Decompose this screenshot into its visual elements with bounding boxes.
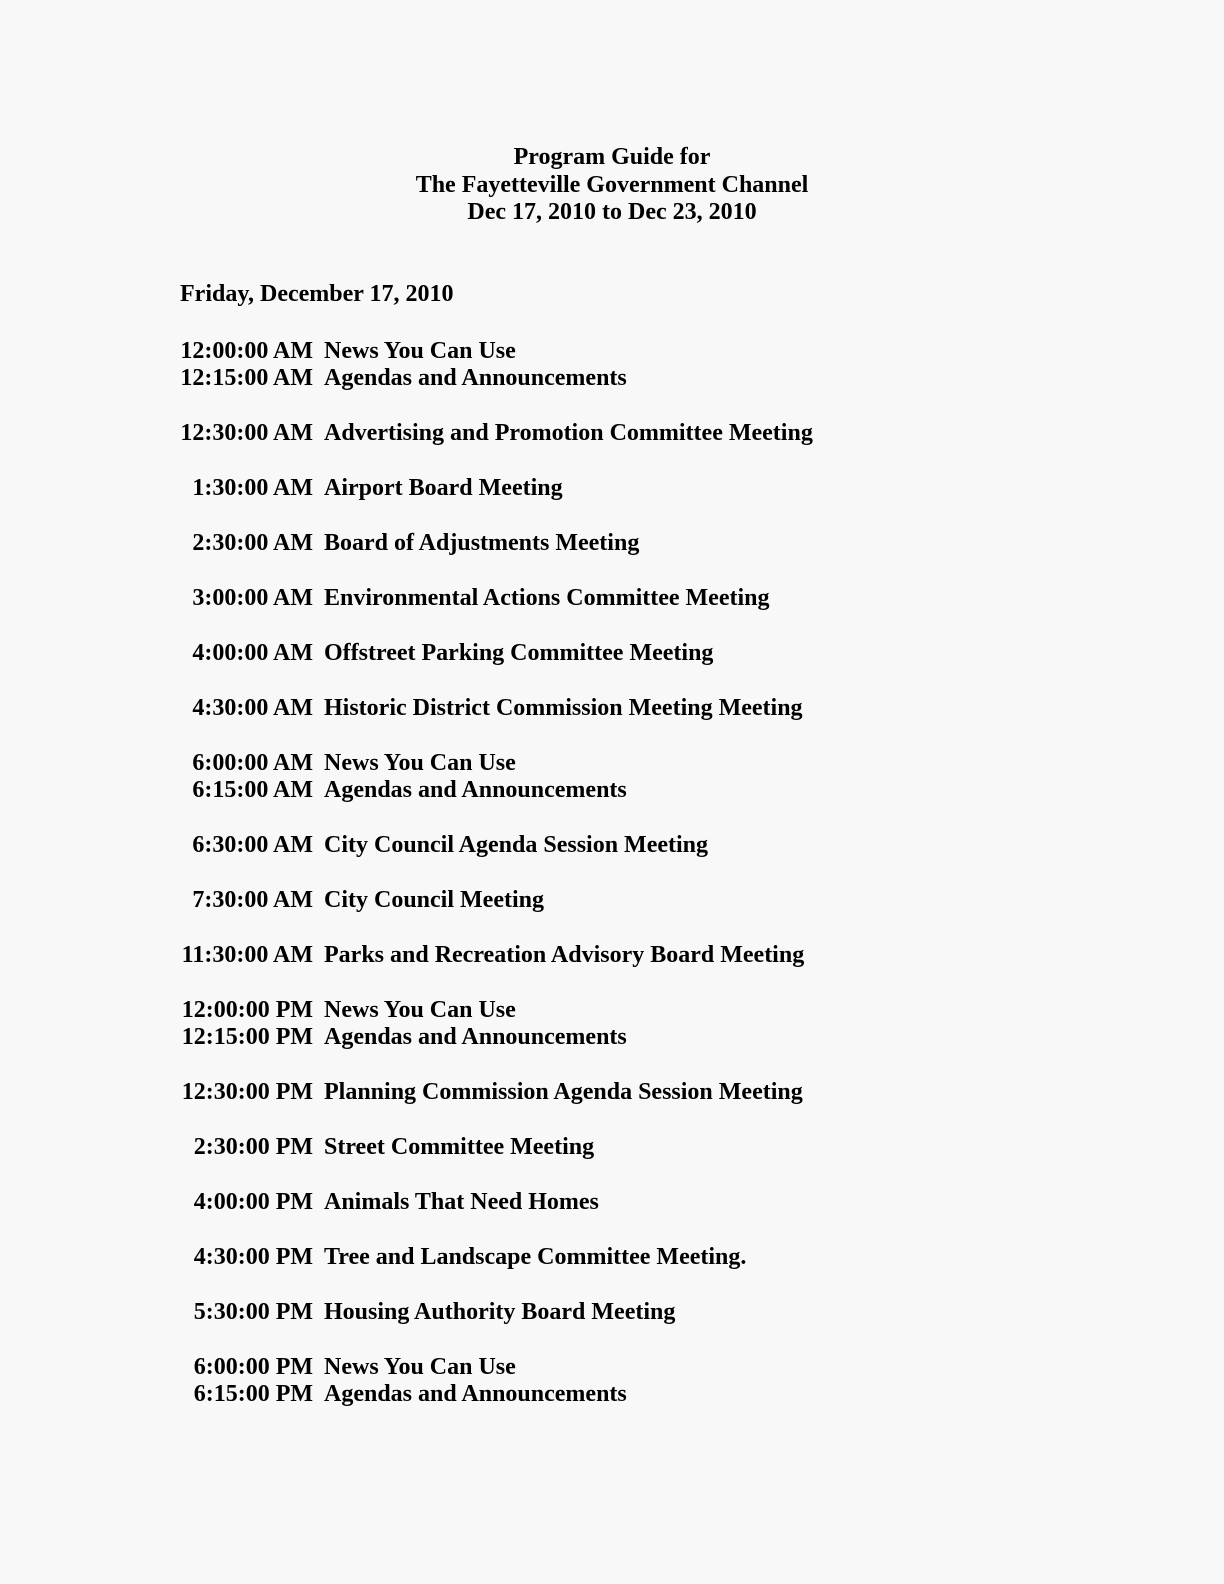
schedule-row	[0, 1298, 1224, 1326]
schedule-title: Agendas and Announcements	[324, 1024, 627, 1050]
schedule-time: 12:00:00 AM	[180, 338, 313, 364]
schedule-title: Parks and Recreation Advisory Board Meeting	[324, 942, 805, 968]
schedule-row	[0, 1078, 1224, 1106]
schedule-title: Agendas and Announcements	[324, 365, 627, 391]
header-line-1: Program Guide for	[513, 144, 711, 170]
schedule-row	[0, 1133, 1224, 1161]
schedule-time: 6:15:00 PM	[193, 1381, 313, 1407]
schedule-time: 12:15:00 AM	[180, 365, 313, 391]
schedule-title: Tree and Landscape Committee Meeting.	[324, 1244, 747, 1270]
schedule-row	[0, 364, 1224, 392]
schedule-row	[0, 776, 1224, 804]
schedule-time: 12:30:00 AM	[180, 420, 313, 446]
schedule-time: 6:00:00 AM	[192, 750, 313, 776]
schedule-title: Board of Adjustments Meeting	[324, 530, 640, 556]
schedule-row	[0, 1023, 1224, 1051]
schedule-title: Animals That Need Homes	[324, 1189, 599, 1215]
schedule-row	[0, 941, 1224, 969]
schedule-row	[0, 886, 1224, 914]
schedule-row	[0, 337, 1224, 365]
schedule-title: Advertising and Promotion Committee Meeting	[324, 420, 813, 446]
schedule-row	[0, 419, 1224, 447]
schedule-time: 12:00:00 PM	[181, 997, 313, 1023]
schedule-row	[0, 831, 1224, 859]
schedule-time: 7:30:00 AM	[192, 887, 313, 913]
document-header	[0, 144, 1224, 227]
schedule-title: Historic District Commission Meeting Meeting	[324, 695, 803, 721]
schedule-row	[0, 474, 1224, 502]
schedule-time: 2:30:00 AM	[192, 530, 313, 556]
schedule-title: Environmental Actions Committee Meeting	[324, 585, 770, 611]
header-date-range: Dec 17, 2010 to Dec 23, 2010	[467, 199, 757, 225]
schedule-time: 6:15:00 AM	[192, 777, 313, 803]
schedule-title: News You Can Use	[324, 1354, 516, 1380]
schedule-time: 3:00:00 AM	[192, 585, 313, 611]
schedule-time: 12:15:00 PM	[181, 1024, 313, 1050]
schedule-time: 6:00:00 PM	[193, 1354, 313, 1380]
schedule-title: Planning Commission Agenda Session Meeting	[324, 1079, 803, 1105]
schedule-title: Street Committee Meeting	[324, 1134, 595, 1160]
schedule-title: Agendas and Announcements	[324, 1381, 627, 1407]
schedule-time: 5:30:00 PM	[193, 1299, 313, 1325]
schedule-time: 4:00:00 AM	[192, 640, 313, 666]
schedule-row	[0, 694, 1224, 722]
header-channel-name: The Fayetteville Government Channel	[415, 171, 809, 198]
schedule-title: Agendas and Announcements	[324, 777, 627, 803]
schedule-row	[0, 529, 1224, 557]
schedule-title: Housing Authority Board Meeting	[324, 1299, 676, 1325]
schedule-row	[0, 1380, 1224, 1408]
schedule-title: City Council Meeting	[324, 887, 544, 913]
schedule-title: News You Can Use	[324, 997, 516, 1023]
schedule-title: City Council Agenda Session Meeting	[324, 832, 709, 858]
schedule-time: 4:30:00 AM	[192, 695, 313, 721]
schedule-title: Airport Board Meeting	[324, 475, 563, 501]
schedule-row	[0, 639, 1224, 667]
schedule-row	[0, 1353, 1224, 1381]
schedule-time: 4:00:00 PM	[193, 1189, 313, 1215]
schedule-row	[0, 749, 1224, 777]
day-heading: Friday, December 17, 2010	[180, 281, 454, 307]
schedule-time: 11:30:00 AM	[181, 942, 313, 968]
schedule-title: News You Can Use	[324, 338, 516, 364]
schedule-time: 2:30:00 PM	[193, 1134, 313, 1160]
schedule-row	[0, 584, 1224, 612]
schedule-row	[0, 1188, 1224, 1216]
schedule-row	[0, 996, 1224, 1024]
schedule-time: 12:30:00 PM	[181, 1079, 313, 1105]
schedule-time: 1:30:00 AM	[192, 475, 313, 501]
schedule-row	[0, 1243, 1224, 1271]
schedule-time: 6:30:00 AM	[192, 832, 313, 858]
schedule-title: Offstreet Parking Committee Meeting	[324, 640, 714, 666]
schedule-time: 4:30:00 PM	[193, 1244, 313, 1270]
schedule-title: News You Can Use	[324, 750, 516, 776]
